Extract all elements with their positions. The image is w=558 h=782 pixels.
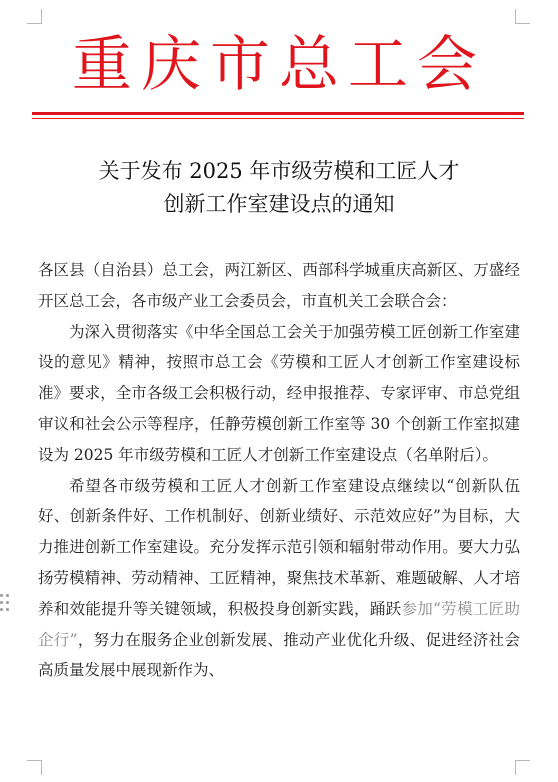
page-corner-mark-bottom-right bbox=[515, 760, 530, 775]
drag-handle-icon[interactable] bbox=[0, 594, 10, 618]
document-title-line2: 创新工作室建设点的通知 bbox=[163, 192, 395, 216]
letterhead-red-rule-thin bbox=[32, 118, 524, 119]
salutation: 各区县（自治县）总工会，两江新区、西部科学城重庆高新区、万盛经开区总工会，各市级产业工会委员会，市直机关工会联合会： bbox=[38, 261, 520, 310]
letterhead-red-rule-thick bbox=[32, 112, 524, 115]
page-corner-mark-bottom-left bbox=[27, 760, 42, 775]
document-body bbox=[38, 255, 520, 686]
paragraph-2-text-b: ，努力在服务企业创新发展、推动产业优化升级、促进经济社会高质量发展中展现新作为、 bbox=[38, 630, 520, 680]
page-corner-mark-top-right bbox=[515, 9, 530, 24]
document-title-line1: 关于发布 2025 年市级劳模和工匠人才 bbox=[98, 159, 460, 183]
paragraph-1: 为深入贯彻落实《中华全国总工会关于加强劳模工匠创新工作室建设的意见》精神，按照市总工会《劳模和工匠人才创新工作室建设标准》要求，全市各级工会积极行动，经申报推荐、专家评审、市总党组审议和社会公示等程序，任静劳模创新工作室等 30 个创新工作室拟建设为 2025 年市级劳模和工匠人才创新工作室建设点（名单附后）。 bbox=[38, 322, 520, 464]
paragraph-2 bbox=[38, 471, 520, 687]
paragraph-2-highlight: 参加“劳模工匠助企行” bbox=[38, 599, 520, 649]
page-corner-mark-top-left bbox=[27, 9, 42, 24]
paragraph-2-text-a: 希望各市级劳模和工匠人才创新工作室建设点继续以“创新队伍好、创新条件好、工作机制好、创新业绩好、示范效应好”为目标，大力推进创新工作室建设。充分发挥示范引领和辐射带动作用。要大力弘扬劳模精神、劳动精神、工匠精神，聚焦技术革新、难题破解、人才培养和效能提升等关键领域，积极投身创新实践，踊跃 bbox=[38, 476, 520, 618]
letterhead-organization: 重庆市总工会 bbox=[72, 30, 486, 100]
